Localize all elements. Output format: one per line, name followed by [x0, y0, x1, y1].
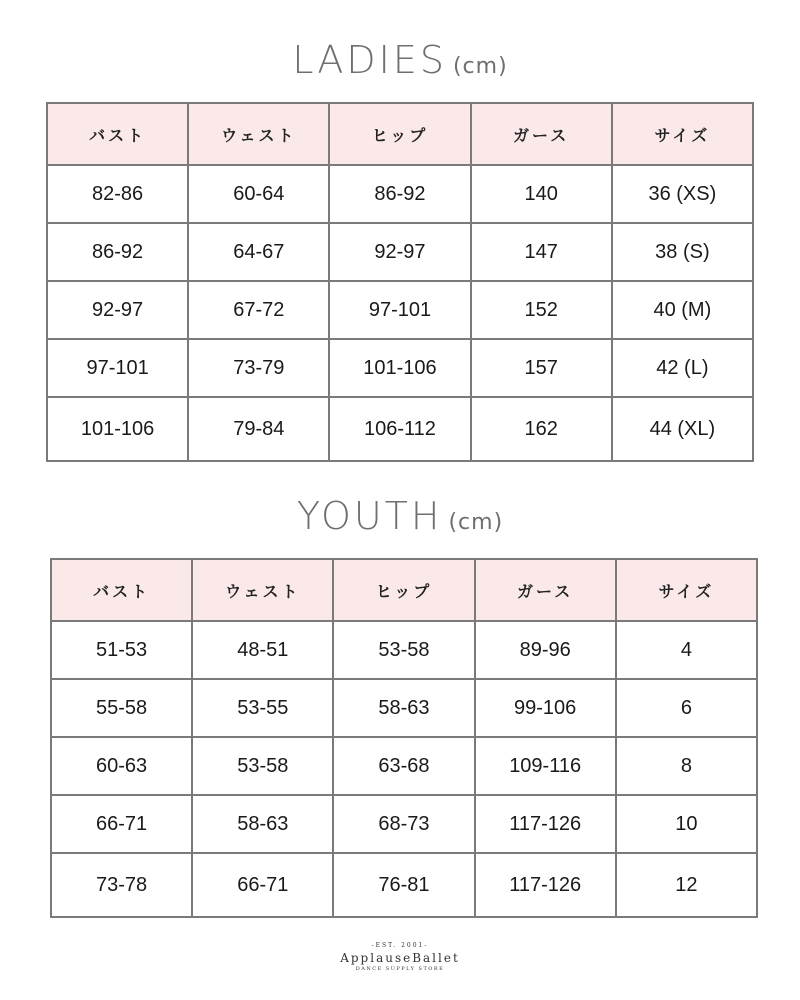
table-row — [47, 339, 753, 397]
youth-title-text: YOUTH — [296, 494, 443, 538]
cell-size: 12 — [616, 853, 757, 917]
cell-bust: 82-86 — [47, 165, 188, 223]
cell-bust: 101-106 — [47, 397, 188, 461]
cell-girth: 162 — [471, 397, 612, 461]
header-girth: ガース — [475, 559, 616, 621]
table-row — [51, 795, 757, 853]
cell-bust: 66-71 — [51, 795, 192, 853]
youth-unit: (cm) — [448, 510, 504, 535]
header-bust: バスト — [51, 559, 192, 621]
cell-size: 38 (S) — [612, 223, 753, 281]
brand-logo — [0, 942, 800, 972]
cell-size: 6 — [616, 679, 757, 737]
cell-girth: 89-96 — [475, 621, 616, 679]
cell-size: 44 (XL) — [612, 397, 753, 461]
cell-size: 10 — [616, 795, 757, 853]
cell-waist: 60-64 — [188, 165, 329, 223]
cell-waist: 66-71 — [192, 853, 333, 917]
table-row — [51, 621, 757, 679]
logo-est: -EST. 2001- — [371, 942, 429, 949]
cell-hip: 92-97 — [329, 223, 470, 281]
header-waist: ウェスト — [188, 103, 329, 165]
cell-size: 8 — [616, 737, 757, 795]
ladies-size-table — [46, 102, 754, 462]
cell-bust: 92-97 — [47, 281, 188, 339]
cell-girth: 117-126 — [475, 795, 616, 853]
cell-hip: 76-81 — [333, 853, 474, 917]
youth-size-table — [50, 558, 758, 918]
header-size: サイズ — [612, 103, 753, 165]
cell-waist: 53-58 — [192, 737, 333, 795]
ladies-title-text: LADIES — [292, 38, 447, 82]
cell-bust: 51-53 — [51, 621, 192, 679]
cell-girth: 140 — [471, 165, 612, 223]
cell-size: 36 (XS) — [612, 165, 753, 223]
table-row — [51, 737, 757, 795]
table-row — [47, 281, 753, 339]
cell-hip: 63-68 — [333, 737, 474, 795]
cell-girth: 117-126 — [475, 853, 616, 917]
youth-title — [0, 494, 800, 538]
table-row — [51, 853, 757, 917]
cell-size: 40 (M) — [612, 281, 753, 339]
cell-hip: 97-101 — [329, 281, 470, 339]
cell-size: 42 (L) — [612, 339, 753, 397]
cell-hip: 106-112 — [329, 397, 470, 461]
cell-waist: 48-51 — [192, 621, 333, 679]
cell-waist: 64-67 — [188, 223, 329, 281]
header-waist: ウェスト — [192, 559, 333, 621]
table-row — [47, 165, 753, 223]
cell-bust: 73-78 — [51, 853, 192, 917]
cell-girth: 147 — [471, 223, 612, 281]
cell-waist: 79-84 — [188, 397, 329, 461]
header-size: サイズ — [616, 559, 757, 621]
header-hip: ヒップ — [329, 103, 470, 165]
cell-bust: 97-101 — [47, 339, 188, 397]
table-row — [51, 679, 757, 737]
table-row — [47, 223, 753, 281]
cell-waist: 67-72 — [188, 281, 329, 339]
ladies-unit: (cm) — [452, 54, 508, 79]
logo-name: ApplauseBallet — [340, 951, 460, 965]
cell-hip: 53-58 — [333, 621, 474, 679]
cell-girth: 157 — [471, 339, 612, 397]
cell-hip: 86-92 — [329, 165, 470, 223]
header-bust: バスト — [47, 103, 188, 165]
cell-bust: 55-58 — [51, 679, 192, 737]
ladies-title — [0, 38, 800, 82]
table-row — [47, 397, 753, 461]
cell-hip: 68-73 — [333, 795, 474, 853]
cell-hip: 101-106 — [329, 339, 470, 397]
cell-size: 4 — [616, 621, 757, 679]
cell-hip: 58-63 — [333, 679, 474, 737]
cell-girth: 109-116 — [475, 737, 616, 795]
cell-bust: 60-63 — [51, 737, 192, 795]
cell-waist: 73-79 — [188, 339, 329, 397]
table-header-row — [47, 103, 753, 165]
table-header-row — [51, 559, 757, 621]
cell-waist: 53-55 — [192, 679, 333, 737]
cell-girth: 152 — [471, 281, 612, 339]
logo-subtitle: DANCE SUPPLY STORE — [355, 966, 445, 972]
header-girth: ガース — [471, 103, 612, 165]
header-hip: ヒップ — [333, 559, 474, 621]
cell-bust: 86-92 — [47, 223, 188, 281]
cell-waist: 58-63 — [192, 795, 333, 853]
cell-girth: 99-106 — [475, 679, 616, 737]
